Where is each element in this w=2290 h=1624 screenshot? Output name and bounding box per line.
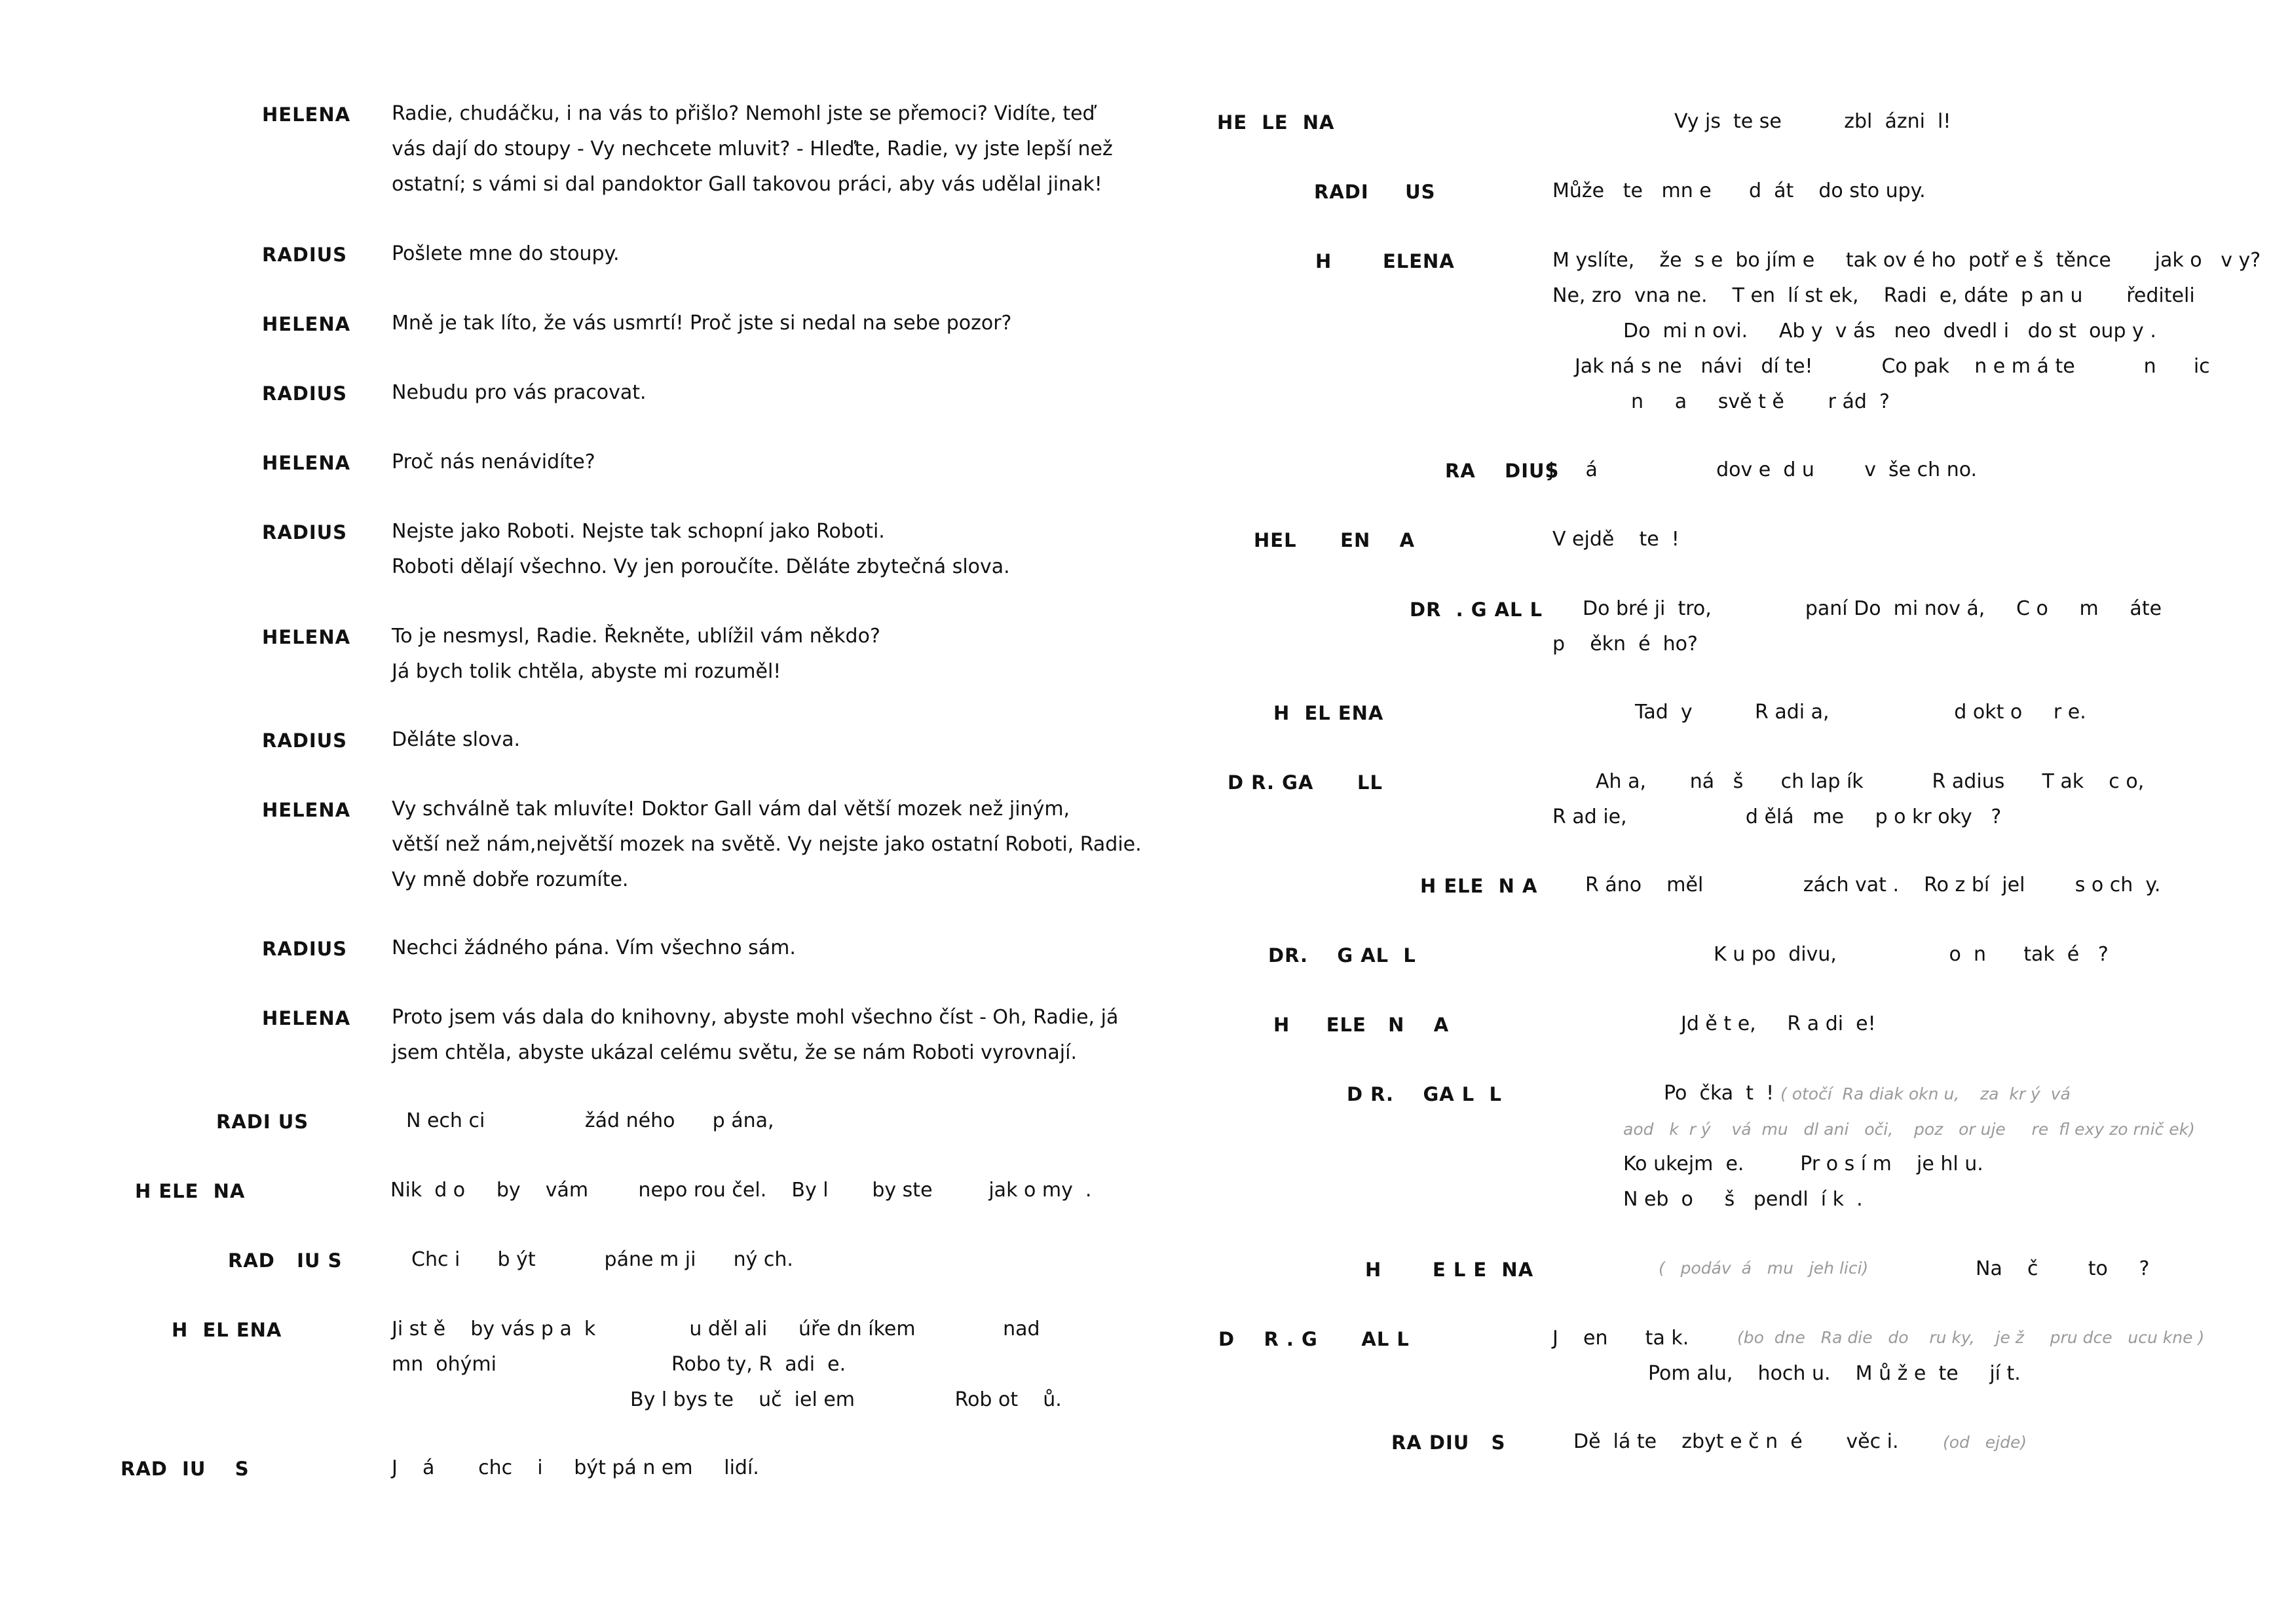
dialogue-line: Ji st ě by vás p a k u děl ali úře dn íkem nad xyxy=(392,1318,1040,1340)
dialogue-line: Ko ukejm e. Pr o s í m je hl u. xyxy=(1623,1153,1983,1175)
dialogue-line: Ne, zro vna ne. T en lí st ek, Radi e, dáte p an u řediteli xyxy=(1552,284,2195,307)
speaker-label: RADIUS xyxy=(262,382,348,405)
dialogue-line: R áno měl zách vat . Ro z bí jel s o ch y. xyxy=(1585,874,2161,896)
dialogue-line: Nejste jako Roboti. Nejste tak schopní jako Roboti. xyxy=(392,520,885,543)
dialogue-line: Radie, chudáčku, i na vás to přišlo? Nemohl jste se přemoci? Vidíte, teď xyxy=(392,102,1095,125)
dialogue-line: Děláte slova. xyxy=(392,728,521,751)
speaker-label: H ELE N A xyxy=(1420,875,1538,897)
dialogue-line: K u po divu, o n tak é ? xyxy=(1714,943,2109,966)
dialogue-line: To je nesmysl, Radie. Řekněte, ublížil vám někdo? xyxy=(392,625,880,648)
speaker-label: HELENA xyxy=(262,626,351,648)
speaker-label: H E L E NA xyxy=(1365,1259,1534,1281)
dialogue-line: Nik d o by vám nepo rou čel. By l by ste jak o my . xyxy=(390,1179,1092,1202)
dialogue-line: Jak ná s ne návi dí te! Co pak n e m á te n ic xyxy=(1575,355,2210,378)
dialogue-line: Vy mně dobře rozumíte. xyxy=(392,868,629,891)
dialogue-line: Proč nás nenávidíte? xyxy=(392,451,595,473)
dialogue-line: Pošlete mne do stoupy. xyxy=(392,242,620,265)
speaker-label: RADIUS xyxy=(262,938,348,960)
dialogue-line: p ěkn é ho? xyxy=(1552,633,1698,655)
dialogue-line: M yslíte, že s e bo jím e tak ov é ho potř e š těnce jak o v y? xyxy=(1552,249,2261,272)
speaker-label: DR . G AL L xyxy=(1410,599,1543,621)
dialogue-line: J en ta k. xyxy=(1552,1327,1689,1350)
speaker-label: HELENA xyxy=(262,1007,351,1029)
speaker-label: RA DIUS xyxy=(1445,460,1560,482)
speaker-label: RADI US xyxy=(1314,181,1436,203)
dialogue-line: R ad ie, d ělá me p o kr oky ? xyxy=(1552,805,2002,828)
dialogue-line: Dě lá te zbyt e č n é věc i. xyxy=(1573,1430,1899,1453)
speaker-label: H EL ENA xyxy=(172,1319,282,1341)
dialogue-line: větší než nám,největší mozek na světě. Vy nejste jako ostatní Roboti, Radie. xyxy=(392,833,1142,856)
right-page xyxy=(1145,0,2290,1624)
speaker-label: HE LE NA xyxy=(1217,111,1335,134)
speaker-label: RADIUS xyxy=(262,244,348,266)
stage-direction: ( podáv á mu jeh lici) xyxy=(1659,1259,1869,1278)
dialogue-line: n a svě t ě r ád ? xyxy=(1631,390,1890,413)
dialogue-line: Nebudu pro vás pracovat. xyxy=(392,381,647,404)
speaker-label: RADIUS xyxy=(262,729,348,752)
dialogue-line: V ejdě te ! xyxy=(1552,528,1680,551)
speaker-label: H ELENA xyxy=(1315,250,1455,272)
speaker-label: HELENA xyxy=(262,103,351,126)
speaker-label: DR. G AL L xyxy=(1268,944,1416,967)
dialogue-line: Chc i b ýt páne m ji ný ch. xyxy=(411,1248,793,1271)
dialogue-line: Tad y R adi a, d okt o r e. xyxy=(1635,701,2086,724)
dialogue-line: Vy schválně tak mluvíte! Doktor Gall vám dal větší mozek než jiným, xyxy=(392,798,1070,821)
speaker-label: HELENA xyxy=(262,799,351,821)
stage-direction: ( otočí Ra diak okn u, za kr ý vá xyxy=(1780,1084,2071,1103)
speaker-label: HEL EN A xyxy=(1254,529,1416,551)
dialogue-line: jsem chtěla, abyste ukázal celému světu, že se nám Roboti vyrovnají. xyxy=(392,1041,1078,1064)
dialogue-line: vás dají do stoupy - Vy nechcete mluvit? - Hleďte, Radie, vy jste lepší než xyxy=(392,138,1113,160)
dialogue-line: Do mi n ovi. Ab y v ás neo dvedl i do st oup y . xyxy=(1623,320,2156,342)
dialogue-line: J á dov e d u v še ch no. xyxy=(1549,458,1978,481)
dialogue-line: ostatní; s vámi si dal pandoktor Gall takovou práci, aby vás udělal jinak! xyxy=(392,173,1102,196)
speaker-label: D R . G AL L xyxy=(1218,1328,1410,1350)
dialogue-line: By l bys te uč iel em Rob ot ů. xyxy=(630,1388,1062,1411)
dialogue-line: N ech ci žád ného p ána, xyxy=(406,1109,774,1132)
dialogue-line: Mně je tak líto, že vás usmrtí! Proč jste si nedal na sebe pozor? xyxy=(392,312,1012,335)
speaker-label: HELENA xyxy=(262,452,351,474)
dialogue-line: Roboti dělají všechno. Vy jen poroučíte. Děláte zbytečná slova. xyxy=(392,555,1010,578)
stage-direction: aod k r ý vá mu dl ani oči, poz or uje re fl exy zo rnič ek) xyxy=(1623,1120,2195,1139)
dialogue-line: mn ohými Robo ty, R adi e. xyxy=(392,1353,846,1376)
speaker-label: H EL ENA xyxy=(1273,702,1384,724)
dialogue-line: Proto jsem vás dala do knihovny, abyste mohl všechno číst - Oh, Radie, já xyxy=(392,1006,1119,1029)
speaker-label: RADIUS xyxy=(262,521,348,544)
dialogue-line: Na č to ? xyxy=(1976,1257,2150,1280)
dialogue-line: J á chc i být pá n em lidí. xyxy=(392,1456,759,1479)
dialogue-line: Může te mn e d át do sto upy. xyxy=(1552,179,1926,202)
dialogue-line: Pom alu, hoch u. M ů ž e te jí t. xyxy=(1648,1362,2021,1385)
speaker-label: D R. GA LL xyxy=(1228,771,1383,794)
speaker-label: RAD IU S xyxy=(121,1458,250,1480)
speaker-label: H ELE N A xyxy=(1273,1014,1450,1036)
speaker-label: D R. GA L L xyxy=(1347,1083,1502,1105)
stage-direction: (od ejde) xyxy=(1943,1433,2027,1452)
dialogue-line: Po čka t ! xyxy=(1664,1082,1774,1105)
dialogue-line: Nechci žádného pána. Vím všechno sám. xyxy=(392,936,796,959)
dialogue-line: Do bré ji tro, paní Do mi nov á, C o m áte xyxy=(1583,597,2162,620)
speaker-label: RA DIU S xyxy=(1391,1431,1506,1454)
speaker-label: RADI US xyxy=(216,1111,309,1133)
dialogue-line: Ah a, ná š ch lap ík R adius T ak c o, xyxy=(1596,770,2145,793)
speaker-label: H ELE NA xyxy=(135,1180,246,1202)
dialogue-line: Já bych tolik chtěla, abyste mi rozuměl! xyxy=(392,660,781,683)
dialogue-line: N eb o š pendl í k . xyxy=(1623,1188,1863,1211)
stage-direction: (bo dne Ra die do ru ky, je ž pru dce ucu kne ) xyxy=(1737,1328,2205,1347)
speaker-label: HELENA xyxy=(262,313,351,335)
dialogue-line: Vy js te se zbl ázni l! xyxy=(1674,110,1951,133)
dialogue-line: Jd ě t e, R a di e! xyxy=(1681,1012,1876,1035)
speaker-label: RAD IU S xyxy=(228,1249,343,1272)
